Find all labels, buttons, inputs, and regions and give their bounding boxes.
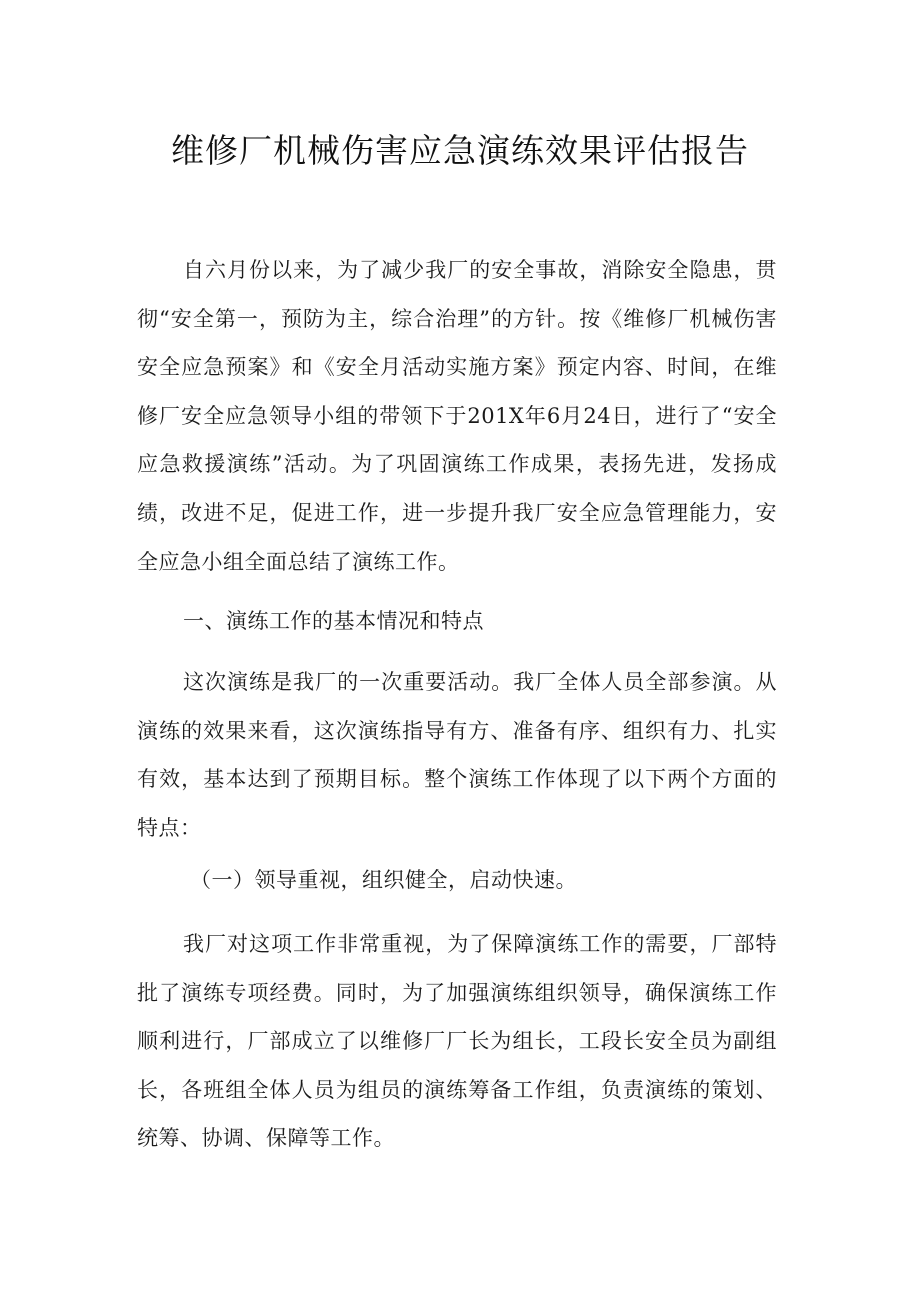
intro-paragraph: 自六月份以来，为了减少我厂的安全事故，消除安全隐患，贯彻“安全第一，预防为主，综合治理”的方针。按《维修厂机械伤害安全应急预案》和《安全月活动实施方案》预定内容、时间，在维修厂安全应急领导小组的带领下于201X年6月24日，进行了“安全应急救援演练”活动。为了巩固演练工作成果，表扬先进，发扬成绩，改进不足，促进工作，进一步提升我厂安全应急管理能力，安全应急小组全面总结了演练工作。 bbox=[137, 258, 777, 574]
subsection-1-heading: （一）领导重视，组织健全，启动快速。 bbox=[190, 868, 577, 892]
subsection-1-paragraph: 我厂对这项工作非常重视，为了保障演练工作的需要，厂部特批了演练专项经费。同时，为了加强演练组织领导，确保演练工作顺利进行，厂部成立了以维修厂厂长为组长，工段长安全员为副组长，各班组全体人员为组员的演练筹备工作组，负责演练的策划、统筹、协调、保障等工作。 bbox=[137, 932, 777, 1151]
document-title: 维修厂机械伤害应急演练效果评估报告 bbox=[171, 131, 749, 170]
section-1-paragraph: 这次演练是我厂的一次重要活动。我厂全体人员全部参演。从演练的效果来看，这次演练指导有方、准备有序、组织有力、扎实有效，基本达到了预期目标。整个演练工作体现了以下两个方面的特点： bbox=[137, 670, 777, 840]
section-1-heading: 一、演练工作的基本情况和特点 bbox=[183, 609, 484, 633]
